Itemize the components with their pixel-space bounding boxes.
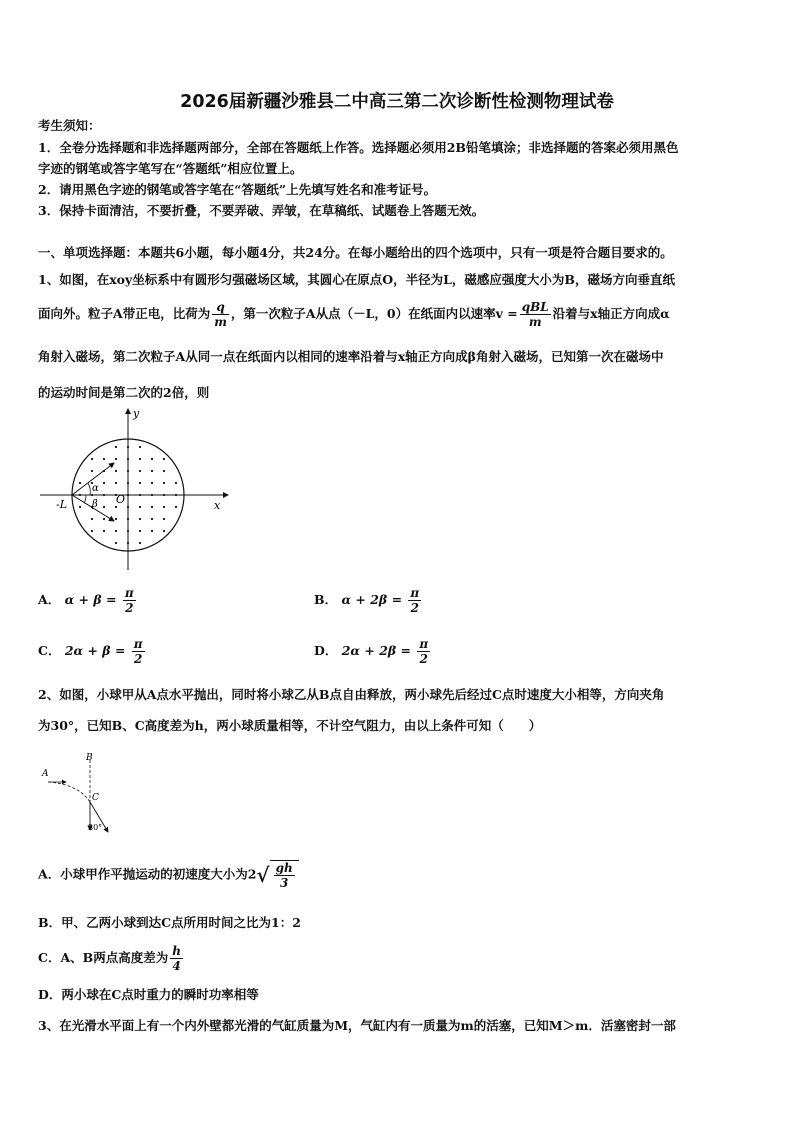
field-dot: [91, 530, 93, 532]
trajectory-curve: [48, 782, 90, 802]
q1-line-2: [38, 298, 758, 330]
field-dot: [127, 494, 129, 496]
point-a-label: A: [42, 769, 49, 779]
notice-item-1-cont: 字迹的钢笔或答字笔写在“答题纸”相应位置上。: [38, 161, 303, 176]
option-label: C．: [38, 643, 61, 658]
field-dot: [175, 506, 177, 508]
sqrt-content: [270, 860, 299, 890]
field-dot: [127, 458, 129, 460]
option-expr: α + 2β =: [341, 592, 403, 607]
q1-line-1: 1、如图，在xoy坐标系中有圆形匀强磁场区域，其圆心在原点O，半径为L，磁感应强度大小为B，磁场方向垂直纸: [38, 272, 675, 287]
option-fraction: [132, 637, 145, 666]
field-dot: [139, 518, 141, 520]
frac-num: π: [410, 586, 420, 600]
field-dot: [163, 470, 165, 472]
field-dot: [115, 458, 117, 460]
field-dot: [115, 530, 117, 532]
field-dot: [139, 530, 141, 532]
frac-num: gh: [275, 861, 293, 875]
field-dot: [91, 470, 93, 472]
q2-line-2: 为30°，已知B、C高度差为h，两小球质量相等，不计空气阻力，由以上条件可知（ ）: [38, 718, 542, 733]
field-dot: [151, 458, 153, 460]
frac-den: m: [214, 315, 227, 329]
field-dot: [151, 482, 153, 484]
q1-line-2a: 面向外。粒子A带正电，比荷为: [38, 306, 211, 321]
q2-option-c[interactable]: [38, 944, 185, 973]
q2-option-b[interactable]: B．甲、乙两小球到达C点所用时间之比为1：2: [38, 915, 301, 930]
point-b-label: B: [86, 753, 93, 763]
section-heading: 一、单项选择题：本题共6小题，每小题4分，共24分。在每小题给出的四个选项中，只有一项是符合题目要求的。: [38, 245, 673, 260]
frac-num: q: [212, 300, 229, 315]
option-expr: α + β =: [64, 592, 117, 607]
alpha-arc: [88, 483, 90, 495]
origin-label: O: [116, 493, 126, 506]
option-fraction: [123, 586, 136, 615]
frac-den: 2: [125, 601, 134, 615]
field-dot: [175, 494, 177, 496]
field-dot: [103, 518, 105, 520]
field-dot: [103, 458, 105, 460]
field-dot: [163, 518, 165, 520]
field-dot: [151, 470, 153, 472]
field-dot: [139, 446, 141, 448]
field-dot: [79, 494, 81, 496]
speed-fraction: [520, 300, 551, 329]
field-dot: [151, 506, 153, 508]
beta-label: β: [92, 499, 98, 510]
field-dot: [127, 542, 129, 544]
beta-arc: [84, 495, 86, 503]
field-dot: [127, 470, 129, 472]
field-dot: [115, 542, 117, 544]
page-title: 2026届新疆沙雅县二中高三第二次诊断性检测物理试卷: [180, 92, 614, 112]
field-dot: [79, 482, 81, 484]
field-dot: [175, 482, 177, 484]
frac-den: 2: [419, 652, 428, 666]
field-dot: [163, 482, 165, 484]
q2-option-a[interactable]: [38, 860, 299, 890]
field-dot: [139, 494, 141, 496]
field-dot: [163, 494, 165, 496]
angle-label: 30°: [88, 823, 103, 832]
field-dot: [127, 506, 129, 508]
notice-heading: 考生须知：: [38, 118, 101, 133]
q1-line-4: 的运动时间是第二次的2倍，则: [38, 385, 210, 400]
field-dot: [103, 530, 105, 532]
q1-option-b[interactable]: [314, 586, 423, 615]
q1-option-d[interactable]: [314, 637, 432, 666]
frac-den: 2: [134, 652, 143, 666]
notice-item-2: 2．请用黑色字迹的钢笔或答字笔在“答题纸”上先填写姓名和准考证号。: [38, 182, 437, 197]
field-dot: [127, 530, 129, 532]
field-dot: [163, 458, 165, 460]
field-dot: [91, 518, 93, 520]
field-dot: [151, 494, 153, 496]
field-dot: [139, 542, 141, 544]
notice-item-3: 3．保持卡面清洁，不要折叠，不要弄破、弄皱，在草稿纸、试题卷上答题无效。: [38, 203, 485, 218]
frac-num: qBL: [521, 300, 549, 314]
option-text: C．A、B两点高度差为: [38, 950, 169, 965]
field-dot: [91, 458, 93, 460]
q1-option-c[interactable]: [38, 637, 147, 666]
field-dot: [139, 506, 141, 508]
frac-den: 3: [279, 876, 289, 890]
option-text: A．小球甲作平抛运动的初速度大小为2: [38, 866, 257, 882]
field-dot: [115, 482, 117, 484]
field-dot: [91, 494, 93, 496]
field-dot: [127, 446, 129, 448]
frac-den: m: [528, 315, 542, 329]
frac-num: π: [133, 637, 143, 651]
neg-l-label: -L: [56, 498, 68, 511]
alpha-label: α: [92, 483, 99, 494]
notice-item-1: 1．全卷分选择题和非选择题两部分，全部在答题纸上作答。选择题必须用2B铅笔填涂；非选择题的答案必须用黑色: [38, 140, 679, 155]
field-dot: [151, 518, 153, 520]
option-fraction: [408, 586, 421, 615]
option-fraction: [274, 861, 295, 890]
option-fraction: [417, 637, 430, 666]
field-dot: [79, 506, 81, 508]
field-dot: [103, 482, 105, 484]
sqrt-icon: √: [256, 863, 270, 887]
field-dot: [151, 530, 153, 532]
field-dot: [115, 446, 117, 448]
field-dot: [127, 482, 129, 484]
y-label: y: [133, 407, 140, 420]
q2-option-d[interactable]: D．两小球在C点时重力的瞬时功率相等: [38, 987, 259, 1002]
field-dot: [139, 482, 141, 484]
q3-line-1: 3、在光滑水平面上有一个内外壁都光滑的气缸质量为M，气缸内有一质量为m的活塞，已知M＞m．活塞密封一部: [38, 1018, 676, 1033]
q1-line-2c: 沿着与x轴正方向成α: [552, 306, 670, 321]
field-dot: [163, 530, 165, 532]
field-dot: [115, 470, 117, 472]
q2-line-1: 2、如图，小球甲从A点水平抛出，同时将小球乙从B点自由释放，两小球先后经过C点时速度大小相等，方向夹角: [38, 687, 665, 702]
magnetic-field-figure: [36, 405, 236, 575]
field-dot: [139, 458, 141, 460]
option-label: A．: [38, 592, 61, 607]
field-dot: [115, 506, 117, 508]
q1-line-2b: ，第一次粒子A从点（－L，0）在纸面内以速率v =: [230, 306, 518, 321]
frac-den: 4: [172, 959, 181, 973]
x-label: x: [214, 499, 221, 512]
field-dot: [103, 506, 105, 508]
option-label: B．: [314, 592, 338, 607]
frac-num: π: [419, 637, 429, 651]
field-dot: [163, 506, 165, 508]
field-dot: [115, 518, 117, 520]
frac-den: 2: [410, 601, 419, 615]
field-dot: [103, 494, 105, 496]
field-dot: [139, 470, 141, 472]
q1-option-a[interactable]: [38, 586, 138, 615]
projectile-figure: [38, 750, 128, 840]
option-expr: 2α + 2β =: [341, 643, 412, 658]
option-fraction: [170, 944, 183, 973]
option-label: D．: [314, 643, 338, 658]
frac-num: π: [124, 586, 134, 600]
field-dot: [127, 518, 129, 520]
charge-mass-fraction: [212, 300, 229, 329]
frac-num: h: [172, 944, 181, 958]
q1-line-3: 角射入磁场，第二次粒子A从同一点在纸面内以相同的速率沿着与x轴正方向成β角射入磁场，已知第一次在磁场中: [38, 349, 664, 364]
point-c-label: C: [92, 793, 99, 803]
option-expr: 2α + β =: [64, 643, 126, 658]
